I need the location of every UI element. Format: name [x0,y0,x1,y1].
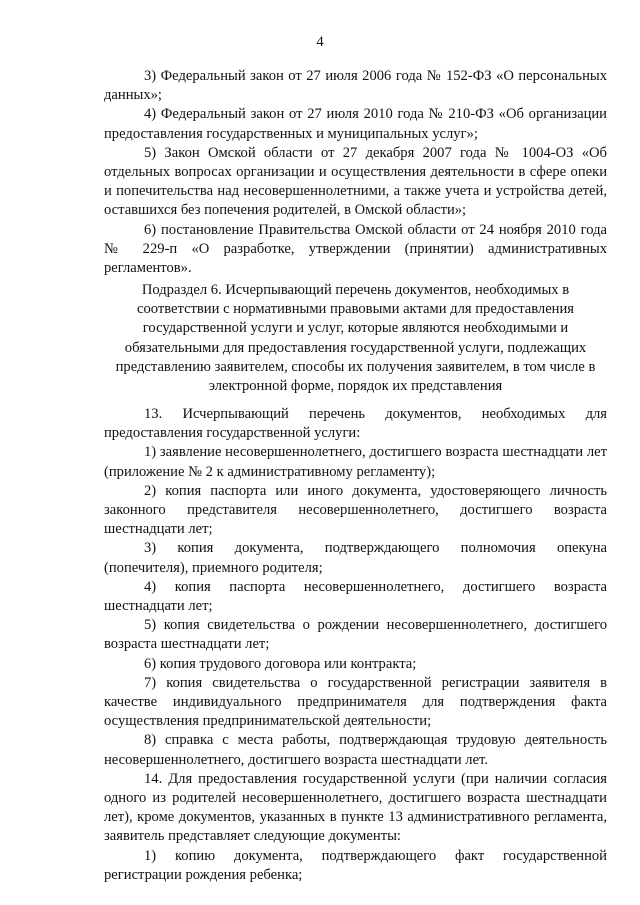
list-item: 2) копия паспорта или иного документа, удостоверяющего личность законного представителя несовершеннолетнего, достигшего возраста шестнадцати лет; [104,482,607,538]
list-item: 5) Закон Омской области от 27 декабря 2007 года № 1004-ОЗ «Об отдельных вопросах организации и осуществления деятельности в сфере опеки и попечительства над несовершеннолетними, а также учета и устройства детей, оставшихся без попечения родителей, в Омской области»; [104,144,607,219]
list-item: 7) копия свидетельства о государственной регистрации заявителя в качестве индивидуального предпринимателя для подтверждения факта осуществления предпринимательской деятельности; [104,674,607,730]
list-item: 1) копию документа, подтверждающего факт государственной регистрации рождения ребенка; [104,847,607,883]
subsection-heading: Подраздел 6. Исчерпывающий перечень документов, необходимых в соответствии с нормативными правовыми актами для предоставления государственной услуги и услуг, которые являются необходимыми и обязательными для предоставления государственной услуги, подлежащих представлению заявителем, способы их получения заявителем, в том числе в электронной форме, порядок их представления [115,282,596,395]
list-item: 4) Федеральный закон от 27 июля 2010 года № 210-ФЗ «Об организации предоставления государственных и муниципальных услуг»; [104,106,607,142]
list-item: 5) копия свидетельства о рождении несовершеннолетнего, достигшего возраста шестнадцати лет; [104,617,607,653]
subsection-6 [104,281,607,396]
list-item: 4) копия паспорта несовершеннолетнего, достигшего возраста шестнадцати лет; [104,578,607,615]
legal-acts-list-continued [104,67,607,278]
list-item: 3) копия документа, подтверждающего полномочия опекуна (попечителя), приемного родителя; [104,540,607,576]
documents-section [104,405,607,885]
list-item: 1) заявление несовершеннолетнего, достигшего возраста шестнадцати лет (приложение № 2 к административному регламенту); [104,444,607,480]
list-item: 8) справка с места работы, подтверждающая трудовую деятельность несовершеннолетнего, достигшего возраста шестнадцати лет. [104,732,607,768]
page-number: 4 [316,34,324,50]
list-item: 3) Федеральный закон от 27 июля 2006 года № 152-ФЗ «О персональных данных»; [104,68,607,104]
list-item: 6) копия трудового договора или контракта; [144,655,417,672]
paragraph-13-intro: 13. Исчерпывающий перечень документов, необходимых для предоставления государственной услуги: [104,406,607,442]
list-item: 6) постановление Правительства Омской области от 24 ноября 2010 года № 229-п «О разработке, утверждении (принятии) административных регламентов». [104,221,607,277]
paragraph-14-intro: 14. Для предоставления государственной услуги (при наличии согласия одного из родителей несовершеннолетнего, достигшего возраста шестнадцати лет), кроме документов, указанных в пункте 13 административного регламента, заявитель представляет следующие документы: [104,770,607,845]
